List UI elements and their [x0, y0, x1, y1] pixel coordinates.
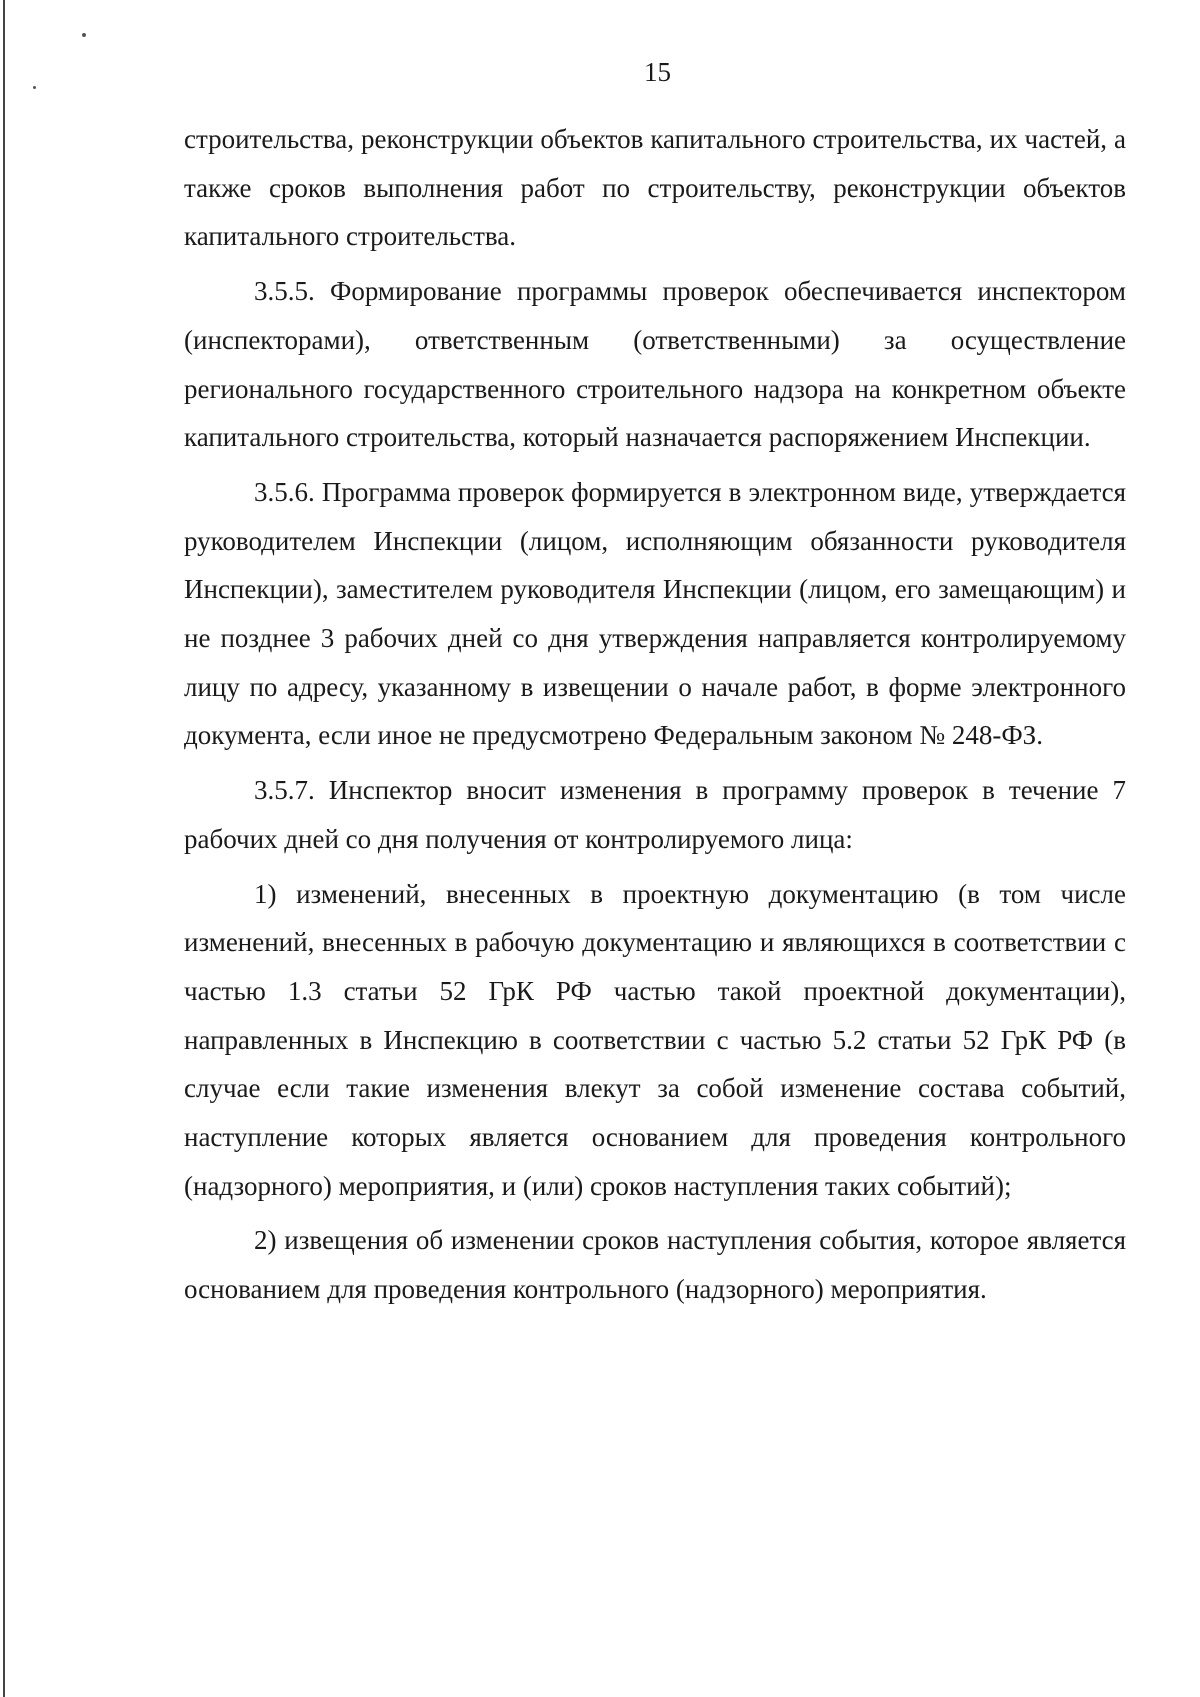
- scan-speck: [82, 33, 86, 37]
- paragraph-3-5-5: 3.5.5. Формирование программы проверок обеспечивается инспектором (инспекторами), ответственным (ответственными) за осуществление регионального государственного строительного надзора на конкретном объекте капитального строительства, который назначается распоряжением Инспекции.: [184, 276, 1126, 453]
- scan-edge-line: [3, 0, 5, 1697]
- list-item-2: 2) извещения об изменении сроков наступления события, которое является основанием для проведения контрольного (надзорного) мероприятия.: [184, 1225, 1126, 1305]
- page-number: 15: [644, 57, 671, 87]
- paragraph-continuation: строительства, реконструкции объектов капитального строительства, их частей, а также сроков выполнения работ по строительству, реконструкции объектов капитального строительства.: [184, 124, 1126, 252]
- paragraph-3-5-6: 3.5.6. Программа проверок формируется в электронном виде, утверждается руководителем Инспекции (лицом, исполняющим обязанности руководителя Инспекции), заместителем руководителя Инспекции (лицом, его замещающим) и не позднее 3 рабочих дней со дня утверждения направляется контролируемому лицу по адресу, указанному в извещении о начале работ, в форме электронного документа, если иное не предусмотрено Федеральным законом № 248-ФЗ.: [184, 476, 1126, 751]
- list-item-1: 1) изменений, внесенных в проектную документацию (в том числе изменений, внесенных в рабочую документацию и являющихся в соответствии с частью 1.3 статьи 52 ГрК РФ частью такой проектной документации), направленных в Инспекцию в соответствии с частью 5.2 статьи 52 ГрК РФ (в случае если такие изменения влекут за собой изменение состава событий, наступление которых является основанием для проведения контрольного (надзорного) мероприятия, и (или) сроков наступления таких событий);: [184, 878, 1126, 1201]
- document-body: [184, 115, 1126, 1320]
- paragraph-3-5-7: 3.5.7. Инспектор вносит изменения в программу проверок в течение 7 рабочих дней со дня получения от контролируемого лица:: [184, 775, 1126, 854]
